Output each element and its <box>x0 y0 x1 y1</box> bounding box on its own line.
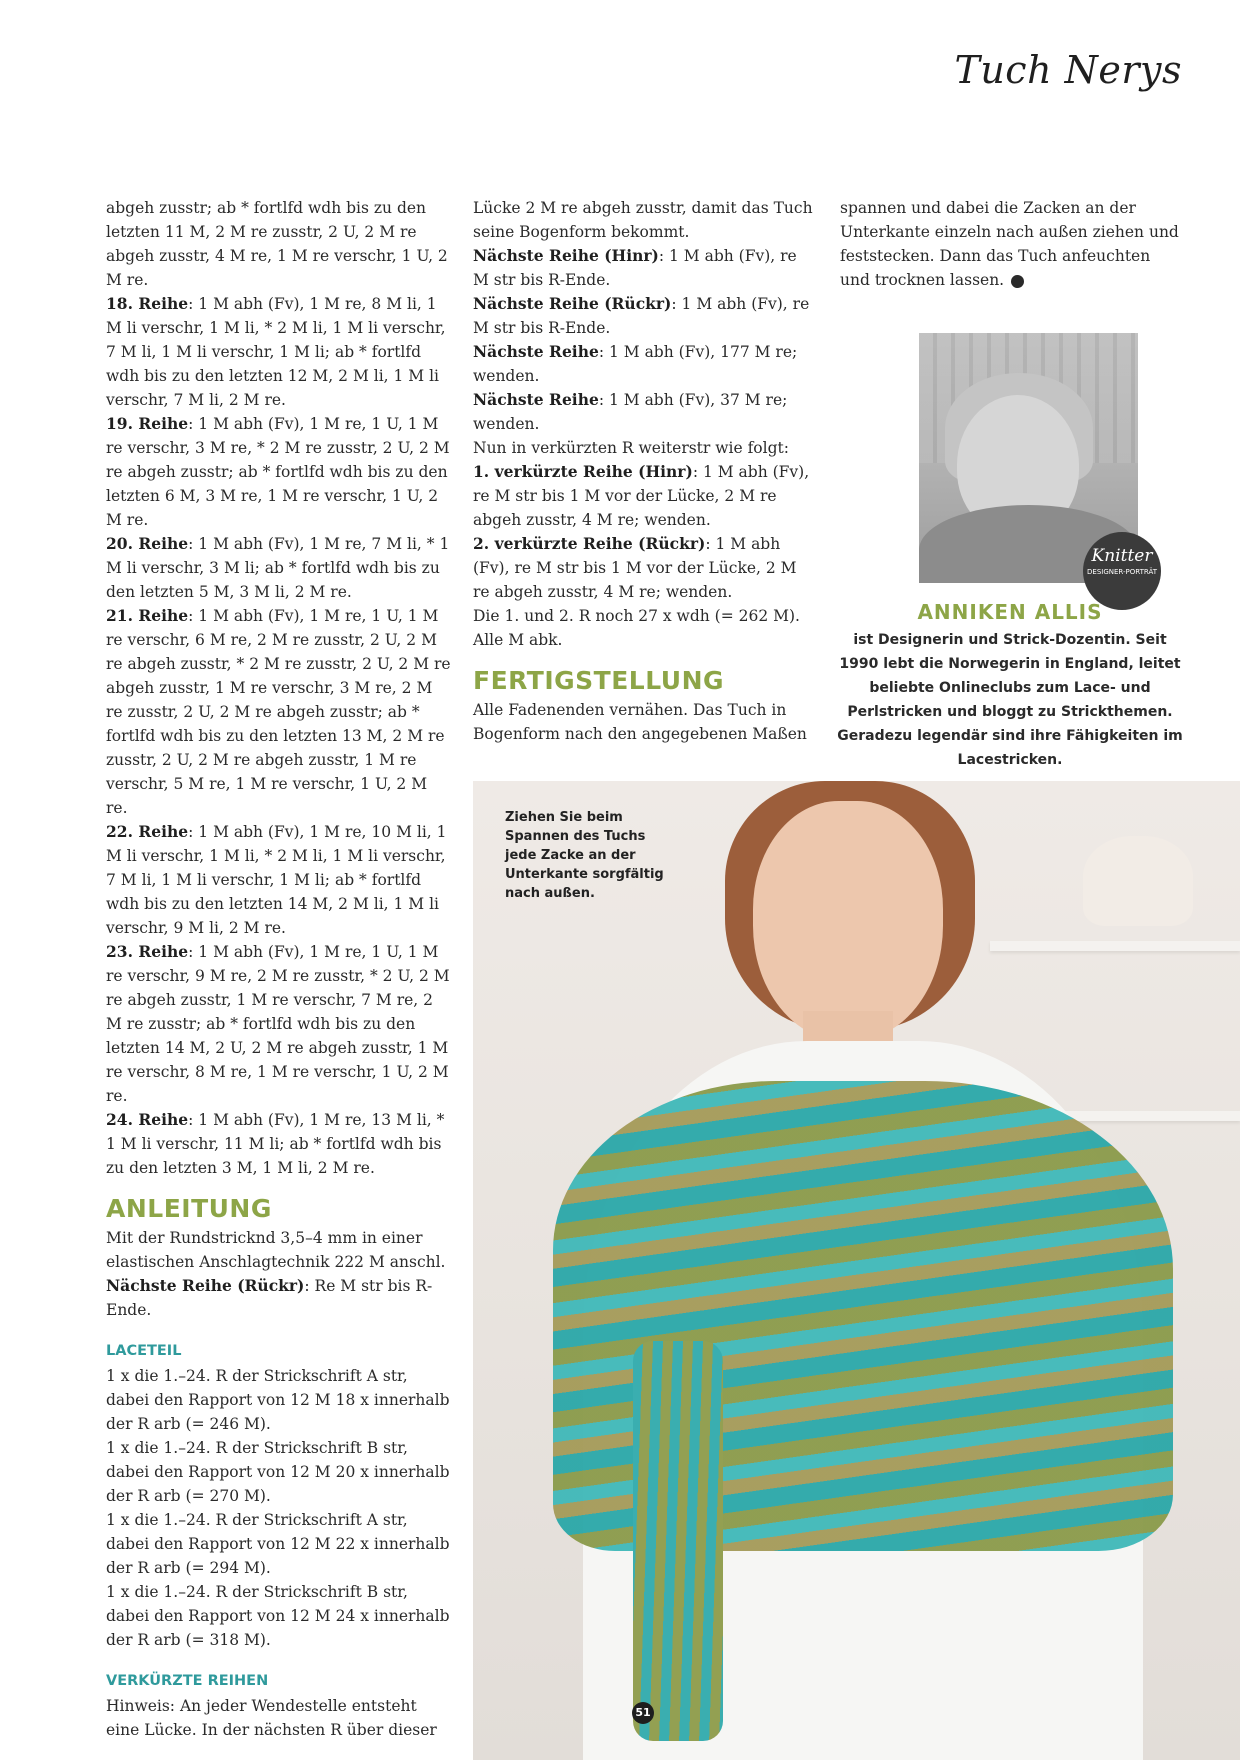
paragraph: 1 x die 1.–24. R der Strickschrift B str, dabei den Rapport von 12 M 24 x innerhalb der R arb (= 318 M). <box>106 1583 450 1649</box>
column-3 <box>840 196 1180 292</box>
paragraph: spannen und dabei die Zacken an der Unterkante einzeln nach außen ziehen und feststecken. Dann das Tuch anfeuchten und trocknen lassen. <box>840 199 1179 289</box>
photo-caption: Ziehen Sie beim Spannen des Tuchs jede Zacke an der Unterkante sorgfältig nach außen. <box>505 810 664 901</box>
row-instruction: Nächste Reihe: 1 M abh (Fv), 177 M re; wenden. <box>473 342 798 385</box>
row-instruction: 22. Reihe: 1 M abh (Fv), 1 M re, 10 M li, 1 M li verschr, 1 M li, * 2 M li, 1 M li verschr, 7 M li, 1 M li verschr, 1 M li; ab * fortlfd wdh bis zu den letzten 14 M, 2 M li, 1 M li verschr, 9 M li, 2 M re. <box>106 822 447 937</box>
paragraph: Alle M abk. <box>473 631 563 649</box>
shawl-photo <box>473 781 1240 1760</box>
designer-bio: ist Designerin und Strick-Dozentin. Seit 1990 lebt die Norwegerin in England, leitet beliebte Onlineclubs zum Lace- und Perlstricken und bloggt zu Strickthemen. Geradezu legendär sind ihre Fähigkeiten im Lacestricken. <box>837 632 1183 768</box>
paragraph: 1 x die 1.–24. R der Strickschrift A str, dabei den Rapport von 12 M 18 x innerhalb der R arb (= 246 M). <box>106 1367 450 1433</box>
paragraph: Hinweis: An jeder Wendestelle entsteht eine Lücke. In der nächsten R über dieser <box>106 1697 437 1739</box>
row-instruction: Nächste Reihe: 1 M abh (Fv), 37 M re; wenden. <box>473 390 788 433</box>
column-2 <box>473 196 813 746</box>
row-instruction: 2. verkürzte Reihe (Rückr): 1 M abh (Fv), re M str bis 1 M vor der Lücke, 2 M re abgeh zusstr, 4 M re; wenden. <box>473 534 797 601</box>
paragraph: abgeh zusstr; ab * fortlfd wdh bis zu den letzten 11 M, 2 M re zusstr, 2 U, 2 M re abgeh zusstr, 4 M re, 1 M re verschr, 1 U, 2 M re. <box>106 199 448 289</box>
row-instruction: 19. Reihe: 1 M abh (Fv), 1 M re, 1 U, 1 M re verschr, 3 M re, * 2 M re zusstr, 2 U, 2 M re abgeh zusstr; ab * fortlfd wdh bis zu den letzten 6 M, 3 M re, 1 M re verschr, 1 U, 2 M re. <box>106 414 450 529</box>
row-instruction: 23. Reihe: 1 M abh (Fv), 1 M re, 1 U, 1 M re verschr, 9 M re, 2 M re zusstr, * 2 U, 2 M re abgeh zusstr, 1 M re verschr, 7 M re, 2 M re zusstr; ab * fortlfd wdh bis zu den letzten 14 M, 2 U, 2 M re abgeh zusstr, 1 M re verschr, 8 M re, 1 M re verschr, 1 U, 2 M re. <box>106 942 450 1105</box>
row-instruction: 20. Reihe: 1 M abh (Fv), 1 M re, 7 M li, * 1 M li verschr, 3 M li; ab * fortlfd wdh bis zu den letzten 5 M, 3 M li, 2 M re. <box>106 534 450 601</box>
page-number: 51 <box>632 1702 654 1724</box>
row-instruction: Nächste Reihe (Rückr): Re M str bis R-Ende. <box>106 1276 433 1319</box>
paragraph: Nun in verkürzten R weiterstr wie folgt: <box>473 439 789 457</box>
paragraph: Mit der Rundstricknd 3,5–4 mm in einer elastischen Anschlagtechnik 222 M anschl. <box>106 1229 446 1271</box>
row-instruction: Nächste Reihe (Hinr): 1 M abh (Fv), re M str bis R-Ende. <box>473 246 797 289</box>
paragraph: 1 x die 1.–24. R der Strickschrift B str, dabei den Rapport von 12 M 20 x innerhalb der R arb (= 270 M). <box>106 1439 450 1505</box>
row-instruction: 1. verkürzte Reihe (Hinr): 1 M abh (Fv), re M str bis 1 M vor der Lücke, 2 M re abgeh zusstr, 4 M re; wenden. <box>473 462 810 529</box>
designer-name: ANNIKEN ALLIS <box>917 600 1103 624</box>
page-title: Tuch Nerys <box>954 48 1182 92</box>
paragraph: Die 1. und 2. R noch 27 x wdh (= 262 M). <box>473 607 800 625</box>
end-mark-icon <box>1011 275 1024 288</box>
row-instruction: 21. Reihe: 1 M abh (Fv), 1 M re, 1 U, 1 M re verschr, 6 M re, 2 M re zusstr, 2 U, 2 M re abgeh zusstr, * 2 M re zusstr, 2 U, 2 M re abgeh zusstr, 1 M re verschr, 3 M re, 2 M re zusstr, 2 U, 2 M re abgeh zusstr; ab * fortlfd wdh bis zu den letzten 13 M, 2 M re zusstr, 2 U, 2 M re abgeh zusstr, 1 M re verschr, 5 M re, 1 M re verschr, 1 U, 2 M re. <box>106 606 451 817</box>
section-heading-fertigstellung: FERTIGSTELLUNG <box>473 666 725 695</box>
subheading-verkuerzte-reihen: VERKÜRZTE REIHEN <box>106 1673 269 1689</box>
paragraph: Lücke 2 M re abgeh zusstr, damit das Tuch seine Bogenform bekommt. <box>473 199 813 241</box>
knitter-designer-badge: Knitter DESIGNER-PORTRÄT <box>1083 532 1161 610</box>
paragraph: 1 x die 1.–24. R der Strickschrift A str, dabei den Rapport von 12 M 22 x innerhalb der R arb (= 294 M). <box>106 1511 450 1577</box>
row-instruction: Nächste Reihe (Rückr): 1 M abh (Fv), re M str bis R-Ende. <box>473 294 810 337</box>
section-heading-anleitung: ANLEITUNG <box>106 1194 272 1223</box>
subheading-laceteil: LACETEIL <box>106 1343 182 1359</box>
row-instruction: 24. Reihe: 1 M abh (Fv), 1 M re, 13 M li, * 1 M li verschr, 11 M li; ab * fortlfd wdh bis zu den letzten 3 M, 1 M li, 2 M re. <box>106 1110 445 1177</box>
paragraph: Alle Fadenenden vernähen. Das Tuch in Bogenform nach den angegebenen Maßen <box>473 701 807 743</box>
column-1 <box>106 196 451 1742</box>
row-instruction: 18. Reihe: 1 M abh (Fv), 1 M re, 8 M li, 1 M li verschr, 1 M li, * 2 M li, 1 M li verschr, 7 M li, 1 M li verschr, 1 M li; ab * fortlfd wdh bis zu den letzten 12 M, 2 M li, 1 M li verschr, 7 M li, 2 M re. <box>106 294 446 409</box>
